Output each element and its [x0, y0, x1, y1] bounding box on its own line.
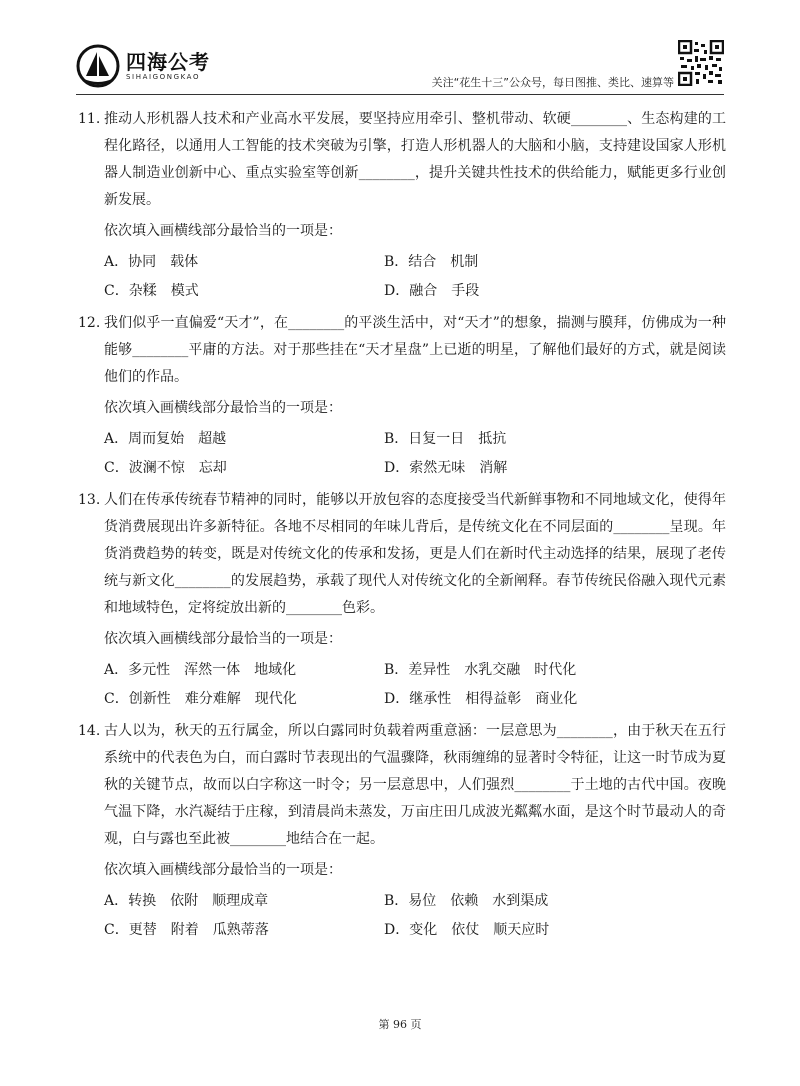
question-stem: 人们在传承传统春节精神的同时，能够以开放包容的态度接受当代新鲜事物和不同地域文化，使得年货消费展现出许多新特征。各地不尽相同的年味儿背后，是传统文化在不同层面的________呈现。年货消费趋势的转变，既是对传统文化的传承和发扬，更是人们在新时代主动选择的结果，展现了老传统与新文化________的发展趋势，承载了现代人对传统文化的全新阐释。春节传统民俗融入现代元素和地域特色，定将绽放出新的________色彩。 — [104, 492, 726, 616]
option-c: C．波澜不惊 忘却 — [104, 460, 227, 476]
option-b: B．差异性 水乳交融 时代化 — [384, 662, 577, 678]
option-list — [78, 657, 726, 715]
question-list — [78, 106, 726, 949]
page-header — [0, 0, 800, 100]
question-prompt: 依次填入画横线部分最恰当的一项是： — [104, 862, 342, 878]
option-c: C．杂糅 模式 — [104, 283, 199, 299]
question-14 — [78, 718, 726, 946]
question-stem: 我们似乎一直偏爱“天才”，在________的平淡生活中，对“天才”的想象，揣测与膜拜，仿佛成为一种能够________平庸的方法。对于那些挂在“天才星盘”上已逝的明星，了解他们最好的方式，就是阅读他们的作品。 — [104, 315, 726, 385]
brand-name-en: SIHAIGONGKAO — [126, 72, 201, 81]
question-prompt: 依次填入画横线部分最恰当的一项是： — [104, 400, 342, 416]
sailboat-logo-icon — [76, 44, 120, 88]
question-13 — [78, 487, 726, 715]
option-list — [78, 249, 726, 307]
question-stem: 古人以为，秋天的五行属金，所以白露同时负载着两重意涵：一层意思为________，由于秋天在五行系统中的代表色为白，而白露时节表现出的气温骤降，秋雨缠绵的显著时令特征，让这一时节成为夏秋的关键节点，故而以白字称这一时令；另一层意思中，人们强烈________于土地的古代中国。夜晚气温下降，水汽凝结于庄稼，到清晨尚未蒸发，万亩庄田几成波光粼粼水面，是这个时节最动人的奇观，白与露也至此被________地结合在一起。 — [104, 723, 726, 847]
question-number: 12. — [78, 315, 101, 331]
option-a: A．多元性 浑然一体 地域化 — [104, 662, 297, 678]
question-11 — [78, 106, 726, 307]
option-d: D．融合 手段 — [384, 283, 480, 299]
option-c: C．创新性 难分难解 现代化 — [104, 691, 297, 707]
option-d: D．变化 依仗 顺天应时 — [384, 922, 550, 938]
option-a: A．转换 依附 顺理成章 — [104, 893, 269, 909]
question-number: 11. — [78, 111, 101, 127]
page-number: 第 96 页 — [378, 1018, 422, 1031]
question-12 — [78, 310, 726, 484]
question-stem: 推动人形机器人技术和产业高水平发展，要坚持应用牵引、整机带动、软硬________、生态构建的工程化路径，以通用人工智能的技术突破为引擎，打造人形机器人的大脑和小脑，支持建设国家人形机器人制造业创新中心、重点实验室等创新________，提升关键共性技术的供给能力，赋能更多行业创新发展。 — [104, 111, 726, 208]
option-d: D．索然无味 消解 — [384, 460, 508, 476]
brand-name-cn: 四海公考 — [126, 49, 210, 74]
question-number: 14. — [78, 723, 101, 739]
header-slogan: 关注“花生十三”公众号，每日图推、类比、速算等 — [431, 76, 674, 89]
option-list — [78, 426, 726, 484]
qr-code-icon — [678, 40, 724, 86]
option-d: D．继承性 相得益彰 商业化 — [384, 691, 578, 707]
question-prompt: 依次填入画横线部分最恰当的一项是： — [104, 223, 342, 239]
option-a: A．协同 载体 — [104, 254, 199, 270]
option-b: B．易位 依赖 水到渠成 — [384, 893, 549, 909]
option-a: A．周而复始 超越 — [104, 431, 227, 447]
option-list — [78, 888, 726, 946]
question-number: 13. — [78, 492, 101, 508]
option-b: B．日复一日 抵抗 — [384, 431, 507, 447]
question-prompt: 依次填入画横线部分最恰当的一项是： — [104, 631, 342, 647]
option-b: B．结合 机制 — [384, 254, 479, 270]
brand-logo — [76, 44, 210, 88]
option-c: C．更替 附着 瓜熟蒂落 — [104, 922, 269, 938]
header-divider — [76, 94, 724, 95]
